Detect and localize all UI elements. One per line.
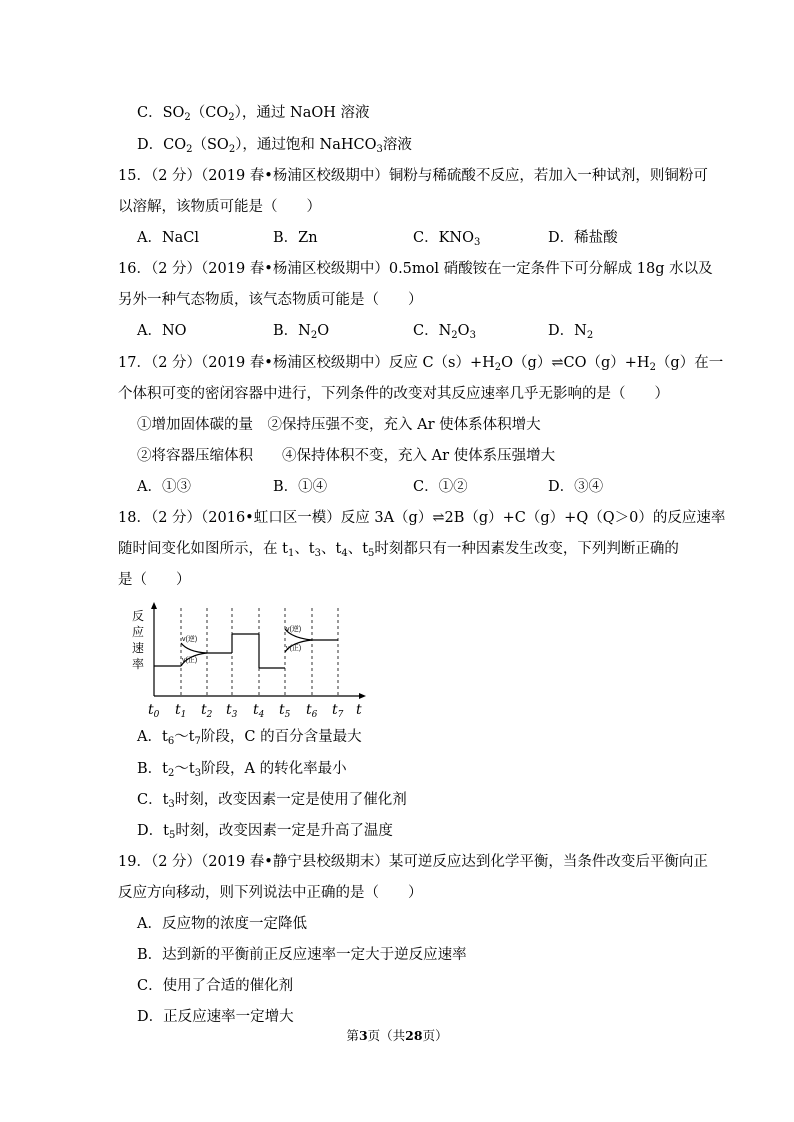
q18-line3: 是（ ） xyxy=(118,572,191,588)
label-forward-1: v(正) xyxy=(182,657,198,664)
q15-line1: 15．（2 分）（2019 春•杨浦区校级期中）铜粉与稀硫酸不反应，若加入一种试剂，则铜粉可 xyxy=(118,168,708,184)
q15-option-b: B．Zn xyxy=(273,230,318,246)
q16-option-c: C．$N_2O_3$ xyxy=(413,323,476,341)
y-axis-arrow xyxy=(151,602,157,609)
q19-line2: 反应方向移动，则下列说法中正确的是（ ） xyxy=(118,885,423,901)
q15-option-d: D．稀盐酸 xyxy=(548,230,618,246)
tick-t3: $t_3$ xyxy=(226,702,238,718)
label-reverse-2: v(逆) xyxy=(286,626,302,633)
q15-option-c: C．$KNO_3$ xyxy=(413,230,481,248)
q16-option-b: B．$N_2O$ xyxy=(273,323,330,341)
q16-line2: 另外一种气态物质，该气态物质可能是（ ） xyxy=(118,292,423,308)
q17-option-a: A．①③ xyxy=(137,479,191,495)
q17-option-d: D．③④ xyxy=(548,479,604,495)
option-c-prev: C．$SO_2(CO_2)$，通过 NaOH 溶液 xyxy=(137,105,370,123)
option-d-prev: D．$CO_2(SO_2)$，通过饱和 NaHCO$_3$溶液 xyxy=(137,137,412,155)
tick-t0: $t_0$ xyxy=(148,702,160,718)
x-axis-arrow xyxy=(359,693,366,699)
rate-time-graph xyxy=(130,600,370,718)
q18-option-d: D．$t_5$时刻，改变因素一定是升高了温度 xyxy=(137,823,393,841)
q16-line1: 16．（2 分）（2019 春•杨浦区校级期中）0.5mol 硝酸铵在一定条件下可分解成 18g 水以及 xyxy=(118,261,713,277)
q18-line2: 随时间变化如图所示，在 $t_1$、$t_3$、$t_4$、$t_5$时刻都只有一种因素发生改变，下列判断正确的 xyxy=(118,541,679,559)
q19-option-a: A．反应物的浓度一定降低 xyxy=(137,916,307,932)
label-forward-2: v(正) xyxy=(286,645,302,652)
rate-reverse-t1-t2 xyxy=(181,643,207,653)
q17-line3: ①增加固体碳的量 ②保持压强不变，充入 Ar 使体系体积增大 xyxy=(137,417,541,433)
q17-line4: ②将容器压缩体积 ④保持体积不变，充入 Ar 使体系压强增大 xyxy=(137,448,556,464)
tick-t2: $t_2$ xyxy=(201,702,213,718)
tick-t4: $t_4$ xyxy=(253,702,265,718)
y-label-char: 应 xyxy=(132,625,145,639)
q17-option-b: B．①④ xyxy=(273,479,328,495)
tick-t7: $t_7$ xyxy=(332,702,344,718)
y-label-char: 速 xyxy=(132,641,145,655)
q17-line1: 17．（2 分）（2019 春•杨浦区校级期中）反应 $C(s)+H_2O(g)\rightleftharpoons CO(g)+H_2(g)$在一 xyxy=(118,355,724,373)
q18-option-c: C．$t_3$时刻，改变因素一定是使用了催化剂 xyxy=(137,792,407,810)
tick-t5: $t_5$ xyxy=(279,702,291,718)
y-label-char: 率 xyxy=(132,657,145,671)
q16-option-d: D．$N_2$ xyxy=(548,323,594,341)
y-label-char: 反 xyxy=(132,609,145,623)
q17-line2: 个体积可变的密闭容器中进行，下列条件的改变对其反应速率几乎无影响的是（ ） xyxy=(118,386,669,402)
tick-t6: $t_6$ xyxy=(306,702,318,718)
q18-line1: 18．（2 分）（2016•虹口区一模）反应 3A（g）⇌2B（g）+C（g）+Q（Q＞0）的反应速率 xyxy=(118,510,726,526)
q15-line2: 以溶解，该物质可能是（ ） xyxy=(118,199,321,215)
q16-option-a: A．NO xyxy=(137,323,187,339)
q18-option-b: B．$t_2\sim t_3$阶段，A 的转化率最小 xyxy=(137,761,347,779)
page-footer: 第3页（共28页） xyxy=(346,1028,448,1043)
tick-t1: $t_1$ xyxy=(175,702,187,718)
q19-option-c: C．使用了合适的催化剂 xyxy=(137,978,294,994)
q19-option-d: D．正反应速率一定增大 xyxy=(137,1009,294,1025)
q15-option-a: A．NaCl xyxy=(137,230,200,246)
q18-option-a: A．$t_6\sim t_7$阶段，C 的百分含量最大 xyxy=(137,729,362,747)
label-reverse-1: v(逆) xyxy=(182,636,198,643)
q19-line1: 19．（2 分）（2019 春•静宁县校级期末）某可逆反应达到化学平衡，当条件改变后平衡向正 xyxy=(118,854,708,870)
q19-option-b: B．达到新的平衡前正反应速率一定大于逆反应速率 xyxy=(137,947,467,963)
q17-option-c: C．①② xyxy=(413,479,468,495)
x-axis-label: t xyxy=(356,702,362,718)
